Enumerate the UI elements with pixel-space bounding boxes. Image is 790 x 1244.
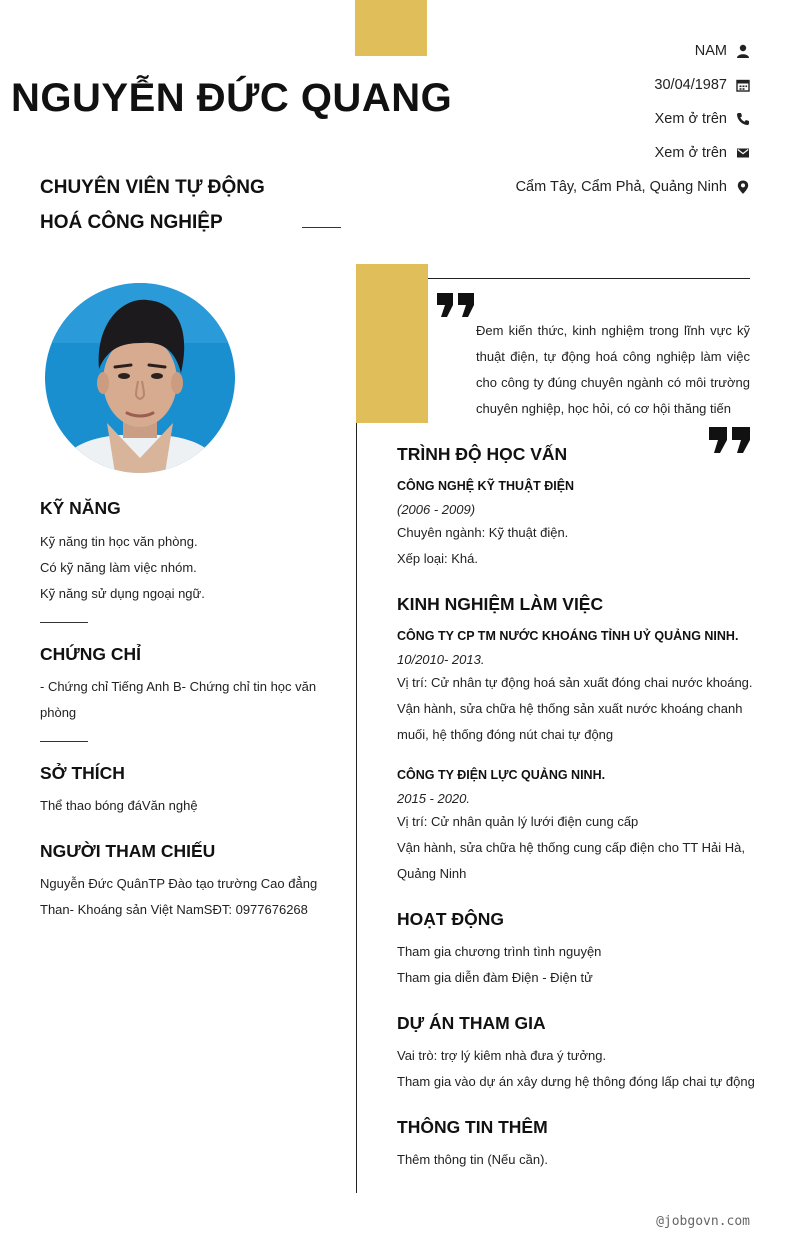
job-period: 2015 - 2020. — [397, 791, 471, 806]
education-period: (2006 - 2009) — [397, 502, 476, 517]
address-text: Cẩm Tây, Cẩm Phả, Quảng Ninh — [515, 179, 727, 195]
list-item: Kỹ năng tin học văn phòng. — [40, 534, 198, 549]
list-item: Tham gia chương trình tình nguyện — [397, 944, 602, 959]
title-underline — [302, 227, 341, 228]
list-item: Vai trò: trợ lý kiêm nhà đưa ý tưởng. — [397, 1048, 607, 1063]
open-quote-icon — [437, 293, 475, 317]
references-text — [40, 871, 340, 923]
job-title-line2: HOÁ CÔNG NGHIỆP — [40, 212, 223, 233]
education-details — [397, 520, 752, 572]
location-pin-icon — [736, 180, 750, 194]
candidate-name: NGUYỄN ĐỨC QUANG — [11, 76, 453, 120]
list-item: Kỹ năng sử dụng ngoại ngữ. — [40, 586, 205, 601]
reference-line: Nguyễn Đức QuânTP Đào tạo trường Cao đẳng — [40, 876, 318, 891]
envelope-icon — [736, 146, 750, 160]
job-position: Vị trí: Cử nhân tự động hoá sản xuất đóng chai nước khoáng. — [397, 675, 753, 690]
certificates-title: CHỨNG CHỈ — [40, 644, 142, 664]
person-icon — [736, 44, 750, 58]
column-divider — [356, 423, 357, 1193]
job-desc: Vận hành, sửa chữa hệ thống cung cấp điện cho TT Hải Hà, — [397, 840, 745, 855]
list-item: Tham gia vào dự án xây dưng hệ thông đóng lấp chai tự động — [397, 1074, 755, 1089]
projects-title: DỰ ÁN THAM GIA — [397, 1013, 546, 1033]
hobbies-text: Thể thao bóng đáVăn nghệ — [40, 798, 198, 813]
job-period: 10/2010- 2013. — [397, 652, 485, 667]
education-school: CÔNG NGHỆ KỸ THUẬT ĐIỆN — [397, 479, 575, 493]
education-grade: Xếp loại: Khá. — [397, 551, 478, 566]
job-title-line1: CHUYÊN VIÊN TỰ ĐỘNG — [40, 177, 265, 198]
hobbies-title: SỞ THÍCH — [40, 763, 125, 783]
contact-address — [516, 179, 750, 195]
reference-line: Than- Khoáng sản Việt NamSĐT: 0977676268 — [40, 902, 308, 917]
birthdate-text: 30/04/1987 — [654, 77, 727, 93]
career-objective: Đem kiến thức, kinh nghiệm trong lĩnh vực kỹ thuật điện, tự động hoá công nghiệp làm việc cho công ty đúng chuyên ngành có môi trường chuyên nghiệp, học hỏi, có cơ hội thăng tiến — [476, 323, 750, 416]
projects-list — [397, 1043, 757, 1095]
watermark: @jobgovn.com — [656, 1214, 750, 1229]
close-quote-icon — [709, 427, 750, 453]
job-desc: muối, hệ thống đóng nút chai tự động — [397, 727, 614, 742]
skills-title: KỸ NĂNG — [40, 498, 121, 518]
top-accent-block — [355, 0, 427, 56]
job-details — [397, 670, 755, 748]
references-title: NGƯỜI THAM CHIẾU — [40, 841, 216, 861]
extra-info-text: Thêm thông tin (Nếu cần). — [397, 1152, 549, 1167]
phone-text: Xem ở trên — [654, 111, 727, 127]
section-divider — [40, 622, 88, 623]
contact-birthdate — [654, 77, 750, 93]
job-title — [40, 170, 265, 240]
list-item: Có kỹ năng làm việc nhóm. — [40, 560, 197, 575]
calendar-icon — [736, 78, 750, 92]
job-company: CÔNG TY CP TM NƯỚC KHOÁNG TỈNH UỶ QUẢNG NINH. — [397, 629, 739, 643]
email-text: Xem ở trên — [654, 145, 727, 161]
skills-list — [40, 529, 330, 607]
extra-info-title: THÔNG TIN THÊM — [397, 1117, 548, 1137]
avatar — [45, 283, 235, 473]
job-position: Vị trí: Cử nhân quản lý lưới điện cung cấp — [397, 814, 639, 829]
list-item: Tham gia diễn đàm Điện - Điện tử — [397, 970, 593, 985]
activities-title: HOẠT ĐỘNG — [397, 909, 504, 929]
education-title: TRÌNH ĐỘ HỌC VẤN — [397, 444, 568, 464]
phone-icon — [736, 112, 750, 126]
job-desc: Quảng Ninh — [397, 866, 467, 881]
job-company: CÔNG TY ĐIỆN LỰC QUẢNG NINH. — [397, 768, 606, 782]
contact-phone — [655, 111, 750, 127]
job-details — [397, 809, 755, 887]
quote-top-rule — [428, 278, 750, 279]
quote-accent-block — [356, 264, 428, 423]
contact-email — [655, 145, 750, 161]
section-divider — [40, 741, 88, 742]
job-desc: Vận hành, sửa chữa hệ thống sản xuất nước khoáng chanh — [397, 701, 743, 716]
gender-text: NAM — [694, 43, 727, 59]
activities-list — [397, 939, 752, 991]
contact-gender — [695, 43, 750, 59]
certificates-text: - Chứng chỉ Tiếng Anh B- Chứng chỉ tin học văn phòng — [40, 679, 317, 720]
experience-title: KINH NGHIỆM LÀM VIỆC — [397, 594, 604, 614]
education-major: Chuyên ngành: Kỹ thuật điện. — [397, 525, 569, 540]
